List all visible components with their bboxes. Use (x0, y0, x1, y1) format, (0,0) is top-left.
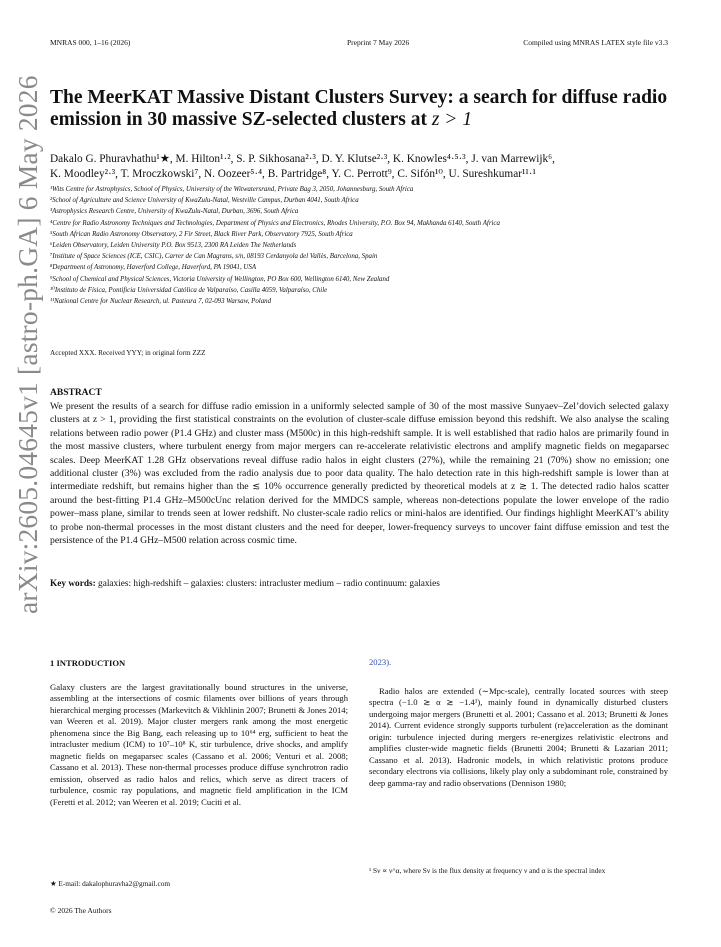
affiliation-list (50, 184, 700, 307)
intro-paragraph-1: Galaxy clusters are the largest gravitationally bound structures in the universe, assembling at the intersections of cosmic filaments over billions of years through hierarchical merging processes (Markevitch & Vikhlinin 2007; Brunetti & Jones 2014; van Weeren et al. 2019). Major cluster mergers rank among the most energetic phenomena since the Big Bang, each releasing up to 10⁶⁴ erg, sufficient to heat the intracluster medium (ICM) to 10⁷–10⁸ K, stir turbulence, drive shocks, and amplify magnetic fields on megaparsec scales (Cassano et al. 2006; Venturi et al. 2008; Cassano et al. 2013). These non-thermal processes produce diffuse synchrotron radio emission, observed as radio halos and relics, which serve as direct tracers of turbulence, cosmic ray populations, and magnetic field amplification in the ICM (Feretti et al. 2012; van Weeren et al. 2019; Cuciti et al. (50, 681, 348, 808)
spectral-footnote: ¹ Sν ∝ ν^α, where Sν is the flux density at frequency ν and α is the spectral index (369, 866, 606, 875)
email-footnote: ★ E-mail: dakalophuravha2@gmail.com (50, 879, 171, 888)
title-line-1: The MeerKAT Massive Distant Clusters Survey: a search for diffuse radio (50, 87, 668, 108)
section-heading: 1 INTRODUCTION (50, 658, 126, 668)
accepted-line: Accepted XXX. Received YYY; in original form ZZZ (50, 349, 206, 357)
title-math: z > 1 (431, 109, 473, 130)
abstract-heading: ABSTRACT (50, 388, 102, 398)
affiliation-item: ⁹School of Chemical and Physical Sciences, Victoria University of Wellington, PO Box 600, Wellington 6140, New Zealand (50, 275, 390, 283)
preprint-date: Preprint 7 May 2026 (347, 38, 410, 47)
left-column (50, 658, 348, 809)
intro-paragraph-2: Radio halos are extended (∼Mpc-scale), centrally located sources with steep spectra (−1.0 ≳ α ≳ −1.4¹), mainly found in dynamically disturbed clusters undergoing major mergers (Brunetti et al. 2001; Cassano et al. 2013; Brunetti & Jones 2014). Current evidence strongly supports turbulent (re)acceleration as the dominant origin: turbulence injected during mergers re-energizes relativistic electrons and amplifies cluster-wide magnetic fields (Brunetti 2004; Brunetti & Lazarian 2011; Cassano et al. 2013). Hadronic models, in which relativistic protons produce secondary electrons via collisions, likely play only a subdominant role, constrained by deep gamma-ray and radio observations (Dennison 1980; (369, 685, 668, 788)
affiliation-item: ⁶Leiden Observatory, Leiden University P.O. Box 9513, 2300 RA Leiden The Netherlands (50, 242, 297, 250)
keywords-label: Key words: (50, 579, 96, 589)
affiliation-item: ¹Wits Centre for Astrophysics, School of Physics, University of the Witwatersrand, Private Bag 3, 2050, Johannesburg, South Africa (50, 186, 414, 193)
affiliation-item: ¹¹National Centre for Nuclear Research, ul. Pasteura 7, 02-093 Warsaw, Poland (50, 298, 272, 306)
affiliation-item: ⁵South African Radio Astronomy Observatory, 2 Fir Street, Black River Park, Observatory 7925, South Africa (50, 230, 353, 238)
copyright: © 2026 The Authors (50, 906, 112, 915)
affiliation-item: ⁷Institute of Space Sciences (ICE, CSIC), Carrer de Can Magrans, s/n, 08193 Cerdanyola del Vallès, Barcelona, Spain (50, 253, 378, 261)
arxiv-stamp: arXiv:2605.04645v1 [astro-ph.GA] 6 May 2026 (12, 75, 43, 614)
affiliation-item: ⁸Department of Astronomy, Haverford College, Haverford, PA 19041, USA (50, 264, 257, 272)
journal-ref: MNRAS 000, 1–16 (2026) (50, 38, 131, 47)
abstract-body: We present the results of a search for diffuse radio emission in a uniformly selected sample of 30 of the most massive Sunyaev–Zel’dovich selected galaxy clusters at z > 1, providing the first statistical constraints on the evolution of cluster-scale diffuse emission beyond this redshift. We also analyse the scaling relations between radio power (P1.4 GHz) and cluster mass (M500c) in this high-redshift sample. It is well established that radio halos are primarily found in the most massive clusters, where turbulent energy from major mergers can re-accelerate relativistic electrons and amplify magnetic fields on megaparsec scales. Deep MeerKAT 1.28 GHz observations reveal diffuse radio halos in eight clusters (27%), while the remaining 21 (70%) show no emission; one additional cluster (3%) was excluded from the radio analysis due to poor data quality. The halo detection rate in this high-redshift sample is lower than at intermediate redshift, but remains higher than the ≲ 10% occurrence generally predicted by theoretical models at z ≳ 1. The detected radio halos scatter around the best-fitting P1.4 GHz–M500cUnc relation derived for the MMDCS sample, whereas non-detections populate the lower envelope of the radio power–mass plane, similar to trends seen at lower redshift. No cluster-scale radio relics or mini-halos are identified. Our findings highlight MeerKAT’s ability to probe non-thermal processes in the most distant clusters and the need for deeper, lower-frequency surveys to uncover faint diffuse emission and test the persistence of the P1.4 GHz–M500 relation across cosmic time. (50, 401, 669, 547)
paper-title (50, 87, 680, 131)
right-column (369, 657, 668, 789)
compiled-note: Compiled using MNRAS LATEX style file v3.3 (523, 38, 668, 47)
authors-line-2: K. Moodley²·³, T. Mroczkowski⁷, N. Oozeer⁵·⁴, B. Partridge⁸, Y. C. Perrott⁹, C. Sifón¹⁰, U. Sureshkumar¹¹·¹ (50, 167, 536, 180)
citation-link[interactable]: 2023). (369, 657, 392, 667)
affiliation-item: ³Astrophysics Research Centre, University of KwaZulu-Natal, Durban, 3696, South Africa (50, 208, 299, 216)
keywords (50, 579, 669, 589)
title-line-2: emission in 30 massive SZ-selected clusters at z > 1 (50, 109, 473, 130)
authors-line-1: Dakalo G. Phuravhathu¹★, M. Hilton¹·², S. P. Sikhosana²·³, D. Y. Klutse²·³, K. Knowles⁴·⁵·³, J. van Marrewijk⁶, (50, 153, 555, 165)
author-list (50, 152, 700, 181)
keywords-text: galaxies: high-redshift – galaxies: clusters: intracluster medium – radio continuum: galaxies (98, 579, 440, 589)
intro-continuation (369, 657, 668, 669)
affiliation-item: ⁴Centre for Radio Astronomy Techniques and Technologies, Department of Physics and Electronics, Rhodes University, P.O. Box 94, Makhanda 6140, South Africa (50, 219, 500, 227)
affiliation-item: ²School of Agriculture and Science University of KwaZulu-Natal, Westville Campus, Durban 4041, South Africa (50, 197, 359, 205)
affiliation-item: ¹⁰Instituto de Física, Pontificia Universidad Católica de Valparaíso, Casilla 4059, Valparaíso, Chile (50, 286, 328, 294)
